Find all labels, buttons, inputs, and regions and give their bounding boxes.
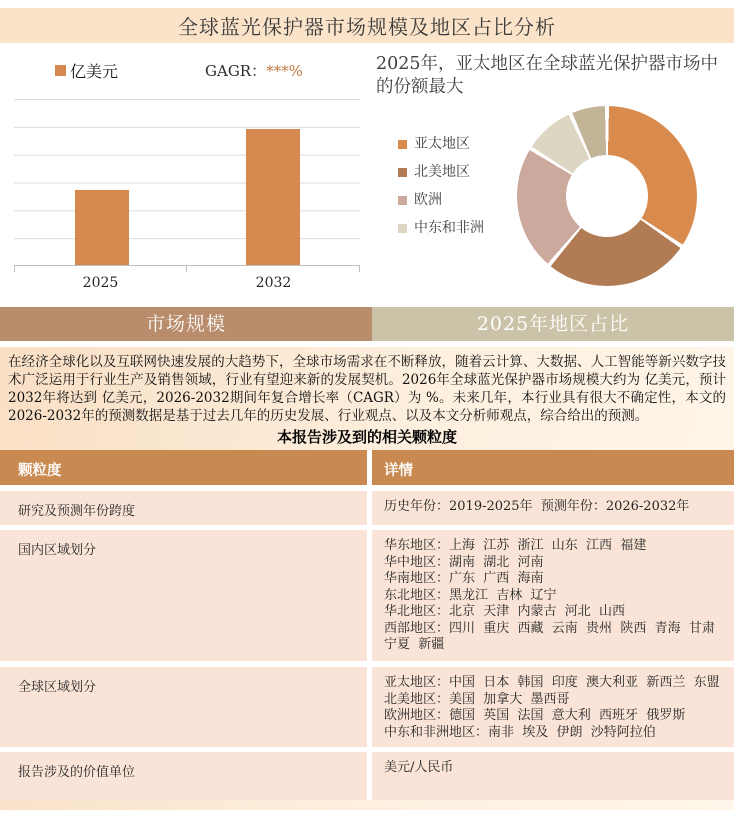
legend-swatch-icon <box>398 168 407 177</box>
x-axis-labels <box>14 275 360 291</box>
tab-market-size[interactable]: 市场规模 <box>0 307 372 341</box>
row-label: 报告涉及的价值单位 <box>18 765 136 780</box>
pie-legend-label: 北美地区 <box>414 164 470 180</box>
charts-section <box>0 43 734 307</box>
donut-hole <box>566 155 648 237</box>
bar-plot-area <box>14 99 360 266</box>
donut-chart <box>517 106 697 286</box>
granularity-table <box>0 450 734 800</box>
detail-line: 西部地区：四川 重庆 西藏 云南 贵州 陕西 青海 甘肃 宁夏 新疆 <box>384 620 724 652</box>
row-detail <box>367 667 734 747</box>
bar-chart-panel <box>0 43 370 307</box>
cagr-masked-value: ***% <box>266 62 303 80</box>
pie-legend-item <box>398 192 490 208</box>
row-detail <box>367 530 734 661</box>
detail-line: 美元/人民币 <box>384 760 454 775</box>
bar-chart-legend <box>55 59 118 82</box>
pie-legend-label: 中东和非洲 <box>414 220 484 236</box>
cagr-label: GAGR： <box>205 62 267 80</box>
bar-2025 <box>75 190 129 265</box>
pie-legend-item <box>398 136 490 152</box>
pie-legend-label: 亚太地区 <box>414 136 470 152</box>
table-row <box>0 491 734 525</box>
table-title: 本报告涉及到的相关颗粒度 <box>276 428 457 446</box>
pie-legend-item <box>398 164 490 180</box>
pie-legend-item <box>398 220 490 236</box>
axis-tick <box>14 265 15 272</box>
axis-tick <box>186 265 187 272</box>
row-label: 国内区域划分 <box>18 543 97 558</box>
detail-line: 历史年份：2019-2025年 预测年份：2026-2032年 <box>384 499 690 514</box>
table-row <box>0 530 734 661</box>
page-title: 全球蓝光保护器市场规模及地区占比分析 <box>178 15 556 39</box>
tab-region-share[interactable]: 2025年地区占比 <box>372 307 734 341</box>
detail-line: 华北地区：北京 天津 内蒙古 河北 山西 <box>384 604 626 619</box>
market-description: 在经济全球化以及互联网快速发展的大趋势下，全球市场需求在不断释放，随着云计算、大数据、人工智能等新兴数字技术广泛运用于行业生产及销售领域，行业有望迎来新的发展契机。2026年全球蓝光保护器市场规模大约为 亿美元，预计2032年将达到 亿美元，2026-2032期间年复合增长率（CAGR）为 %。未来几年，本行业具有很大不确定性，本文的2026-2032年的预测数据是基于过去几年的历史发展、行业观点、以及本文分析师观点，综合给出的预测。 <box>8 354 726 424</box>
legend-swatch-icon <box>398 196 407 205</box>
legend-swatch-icon <box>55 65 66 76</box>
detail-line: 北美地区：美国 加拿大 墨西哥 <box>384 691 570 707</box>
x-label-2025: 2025 <box>82 275 119 291</box>
x-label-2032: 2032 <box>255 275 292 291</box>
legend-swatch-icon <box>398 224 407 233</box>
report-body <box>0 347 734 810</box>
axis-tick <box>359 265 360 272</box>
pie-legend <box>398 136 490 248</box>
table-header-row <box>0 450 734 485</box>
table-row <box>0 667 734 747</box>
detail-line: 欧洲地区：德国 英国 法国 意大利 西班牙 俄罗斯 <box>384 708 686 723</box>
row-detail <box>367 752 734 800</box>
bar-2032 <box>246 129 300 265</box>
table-header-detail: 详情 <box>367 450 734 485</box>
bar-legend-label: 亿美元 <box>70 62 119 81</box>
detail-line: 中东和非洲地区：南非 埃及 伊朗 沙特阿拉伯 <box>384 724 656 740</box>
row-label: 研究及预测年份跨度 <box>18 504 136 519</box>
row-detail <box>367 491 734 525</box>
pie-legend-label: 欧洲 <box>414 192 442 208</box>
pie-chart-panel <box>370 43 734 307</box>
detail-line: 华南地区：广东 广西 海南 <box>384 571 544 586</box>
table-header-granularity: 颗粒度 <box>18 462 62 479</box>
detail-line: 东北地区：黑龙江 吉林 辽宁 <box>384 587 557 603</box>
section-tabs <box>0 307 734 341</box>
detail-line: 亚太地区：中国 日本 韩国 印度 澳大利亚 新西兰 东盟 <box>384 675 720 690</box>
cagr-annotation <box>205 60 303 81</box>
page-title-bar <box>0 8 734 43</box>
detail-line: 华东地区：上海 江苏 浙江 山东 江西 福建 <box>384 538 647 553</box>
legend-swatch-icon <box>398 140 407 149</box>
detail-line: 华中地区：湖南 湖北 河南 <box>384 554 544 570</box>
row-label: 全球区域划分 <box>18 680 97 695</box>
pie-headline: 2025年，亚太地区在全球蓝光保护器市场中的份额最大 <box>376 54 719 97</box>
table-row <box>0 752 734 800</box>
report-page <box>0 8 734 810</box>
